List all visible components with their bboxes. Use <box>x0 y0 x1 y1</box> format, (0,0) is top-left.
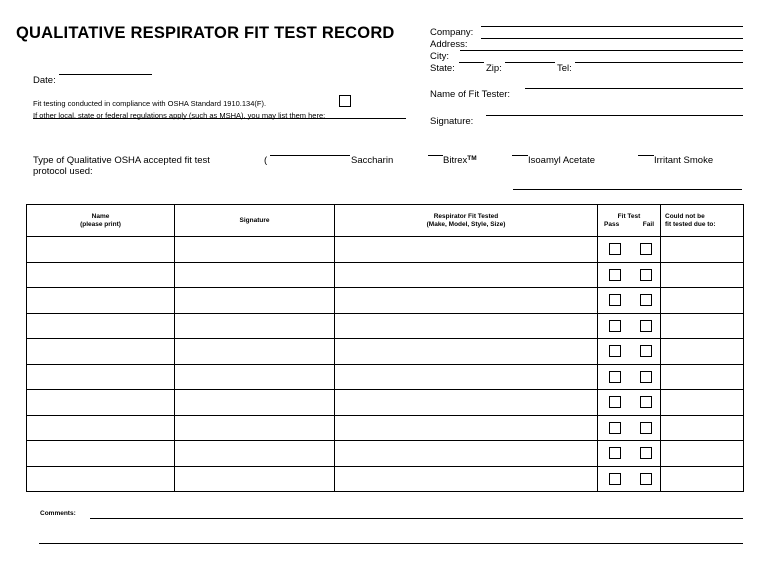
pass-checkbox[interactable] <box>609 473 621 485</box>
address-label: Address: <box>430 39 468 50</box>
table-row <box>27 237 744 263</box>
could-not-fit-cell[interactable] <box>661 262 744 288</box>
table-row <box>27 313 744 339</box>
fit-test-cell <box>598 415 661 441</box>
table-row <box>27 262 744 288</box>
comments-field-line1[interactable] <box>90 518 743 519</box>
isoamyl-blank[interactable] <box>512 155 528 156</box>
respirator-cell[interactable] <box>335 262 598 288</box>
fit-test-cell <box>598 313 661 339</box>
protocol-open-paren: ( <box>264 155 268 166</box>
fail-checkbox[interactable] <box>640 345 652 357</box>
form-title: QUALITATIVE RESPIRATOR FIT TEST RECORD <box>16 24 395 42</box>
column-header-name <box>27 205 175 237</box>
signature-cell[interactable] <box>175 415 335 441</box>
pass-checkbox[interactable] <box>609 371 621 383</box>
name-cell[interactable] <box>27 390 175 416</box>
fail-header: Fail <box>642 220 654 228</box>
name-cell[interactable] <box>27 466 175 492</box>
fail-checkbox[interactable] <box>640 447 652 459</box>
fit-test-cell <box>598 262 661 288</box>
pass-checkbox[interactable] <box>609 396 621 408</box>
pass-checkbox[interactable] <box>609 269 621 281</box>
respirator-cell[interactable] <box>335 237 598 263</box>
fail-checkbox[interactable] <box>640 243 652 255</box>
compliance-text: Fit testing conducted in compliance with OSHA Standard 1910.134(F). <box>33 99 267 108</box>
respirator-cell[interactable] <box>335 415 598 441</box>
pass-checkbox[interactable] <box>609 294 621 306</box>
isoamyl-option: Isoamyl Acetate <box>528 155 596 166</box>
could-not-fit-cell[interactable] <box>661 313 744 339</box>
signature-label: Signature: <box>430 116 474 127</box>
date-field[interactable] <box>59 74 152 75</box>
table-row <box>27 364 744 390</box>
zip-label: Zip: <box>486 63 502 74</box>
could-not-fit-cell[interactable] <box>661 339 744 365</box>
state-label: State: <box>430 63 455 74</box>
signature-cell[interactable] <box>175 441 335 467</box>
fit-test-table <box>26 204 744 492</box>
column-header-could-not <box>661 205 744 237</box>
bitrex-option <box>443 155 477 166</box>
could-not-fit-cell[interactable] <box>661 364 744 390</box>
column-header-signature <box>175 205 335 237</box>
other-regulations-field[interactable] <box>33 118 406 119</box>
trademark-mark: TM <box>467 155 477 162</box>
respirator-cell[interactable] <box>335 288 598 314</box>
irritant-blank[interactable] <box>638 155 654 156</box>
table-row <box>27 415 744 441</box>
name-cell[interactable] <box>27 237 175 263</box>
fit-test-cell <box>598 390 661 416</box>
name-cell[interactable] <box>27 441 175 467</box>
zip-field[interactable] <box>505 62 555 63</box>
irritant-option: Irritant Smoke <box>654 155 714 166</box>
respirator-cell[interactable] <box>335 339 598 365</box>
signature-cell[interactable] <box>175 288 335 314</box>
table-row <box>27 466 744 492</box>
signature-cell[interactable] <box>175 466 335 492</box>
name-cell[interactable] <box>27 313 175 339</box>
respirator-cell[interactable] <box>335 313 598 339</box>
could-not-fit-cell[interactable] <box>661 466 744 492</box>
protocol-label-line2: protocol used: <box>33 166 93 177</box>
address-field[interactable] <box>481 38 743 39</box>
pass-checkbox[interactable] <box>609 447 621 459</box>
fit-test-cell <box>598 339 661 365</box>
fail-checkbox[interactable] <box>640 320 652 332</box>
signature-cell[interactable] <box>175 390 335 416</box>
name-cell[interactable] <box>27 415 175 441</box>
table-row <box>27 390 744 416</box>
could-not-header-line1: Could not be <box>665 212 705 220</box>
city-field[interactable] <box>460 50 743 51</box>
fail-checkbox[interactable] <box>640 294 652 306</box>
protocol-other-field[interactable] <box>513 189 742 190</box>
fit-tester-label: Name of Fit Tester: <box>430 89 511 100</box>
signature-cell[interactable] <box>175 339 335 365</box>
tel-label: Tel: <box>557 63 572 74</box>
protocol-label: Type of Qualitative OSHA accepted fit test <box>33 155 210 166</box>
name-header-line2: (please print) <box>80 220 121 228</box>
table-row <box>27 339 744 365</box>
fit-tester-field[interactable] <box>525 88 743 89</box>
company-label: Company: <box>430 27 474 38</box>
could-not-fit-cell[interactable] <box>661 390 744 416</box>
signature-cell[interactable] <box>175 313 335 339</box>
pass-header: Pass <box>604 220 620 228</box>
fit-test-cell <box>598 237 661 263</box>
could-not-header-line2: fit tested due to: <box>665 220 716 228</box>
pass-checkbox[interactable] <box>609 243 621 255</box>
comments-label: Comments: <box>40 510 76 517</box>
state-field[interactable] <box>459 62 484 63</box>
table-row <box>27 441 744 467</box>
could-not-fit-cell[interactable] <box>661 288 744 314</box>
fit-test-cell <box>598 441 661 467</box>
column-header-respirator <box>335 205 598 237</box>
fail-checkbox[interactable] <box>640 371 652 383</box>
respirator-header-line2: (Make, Model, Style, Size) <box>426 220 506 228</box>
respirator-cell[interactable] <box>335 466 598 492</box>
could-not-fit-cell[interactable] <box>661 237 744 263</box>
pass-checkbox[interactable] <box>609 422 621 434</box>
could-not-fit-cell[interactable] <box>661 441 744 467</box>
respirator-header-line1: Respirator Fit Tested <box>433 212 499 220</box>
name-cell[interactable] <box>27 262 175 288</box>
saccharin-blank[interactable] <box>270 155 350 156</box>
fit-test-cell <box>598 364 661 390</box>
respirator-cell[interactable] <box>335 390 598 416</box>
name-header-line1: Name <box>91 212 110 220</box>
pass-checkbox[interactable] <box>609 345 621 357</box>
signature-header: Signature <box>239 216 270 224</box>
table-header-row <box>27 205 744 237</box>
fit-test-cell <box>598 288 661 314</box>
fail-checkbox[interactable] <box>640 422 652 434</box>
signature-cell[interactable] <box>175 262 335 288</box>
fit-test-header: Fit Test <box>617 212 641 220</box>
tester-signature-field[interactable] <box>486 115 743 116</box>
name-cell[interactable] <box>27 339 175 365</box>
fit-test-cell <box>598 466 661 492</box>
name-cell[interactable] <box>27 364 175 390</box>
company-field[interactable] <box>481 26 743 27</box>
column-header-fit-test <box>598 205 661 237</box>
could-not-fit-cell[interactable] <box>661 415 744 441</box>
saccharin-option: Saccharin <box>351 155 394 166</box>
signature-cell[interactable] <box>175 364 335 390</box>
table-row <box>27 288 744 314</box>
fail-checkbox[interactable] <box>640 473 652 485</box>
compliance-checkbox[interactable] <box>339 95 351 107</box>
tel-field[interactable] <box>575 62 743 63</box>
comments-field-line2[interactable] <box>39 543 743 544</box>
city-label: City: <box>430 51 449 62</box>
bitrex-blank[interactable] <box>428 155 443 156</box>
name-cell[interactable] <box>27 288 175 314</box>
fail-checkbox[interactable] <box>640 269 652 281</box>
signature-cell[interactable] <box>175 237 335 263</box>
bitrex-label: Bitrex <box>443 155 468 166</box>
respirator-cell[interactable] <box>335 441 598 467</box>
pass-checkbox[interactable] <box>609 320 621 332</box>
date-label: Date: <box>33 75 56 86</box>
respirator-cell[interactable] <box>335 364 598 390</box>
other-regulations-text: If other local, state or federal regulations apply (such as MSHA), you may list them here: <box>33 111 326 120</box>
fail-checkbox[interactable] <box>640 396 652 408</box>
